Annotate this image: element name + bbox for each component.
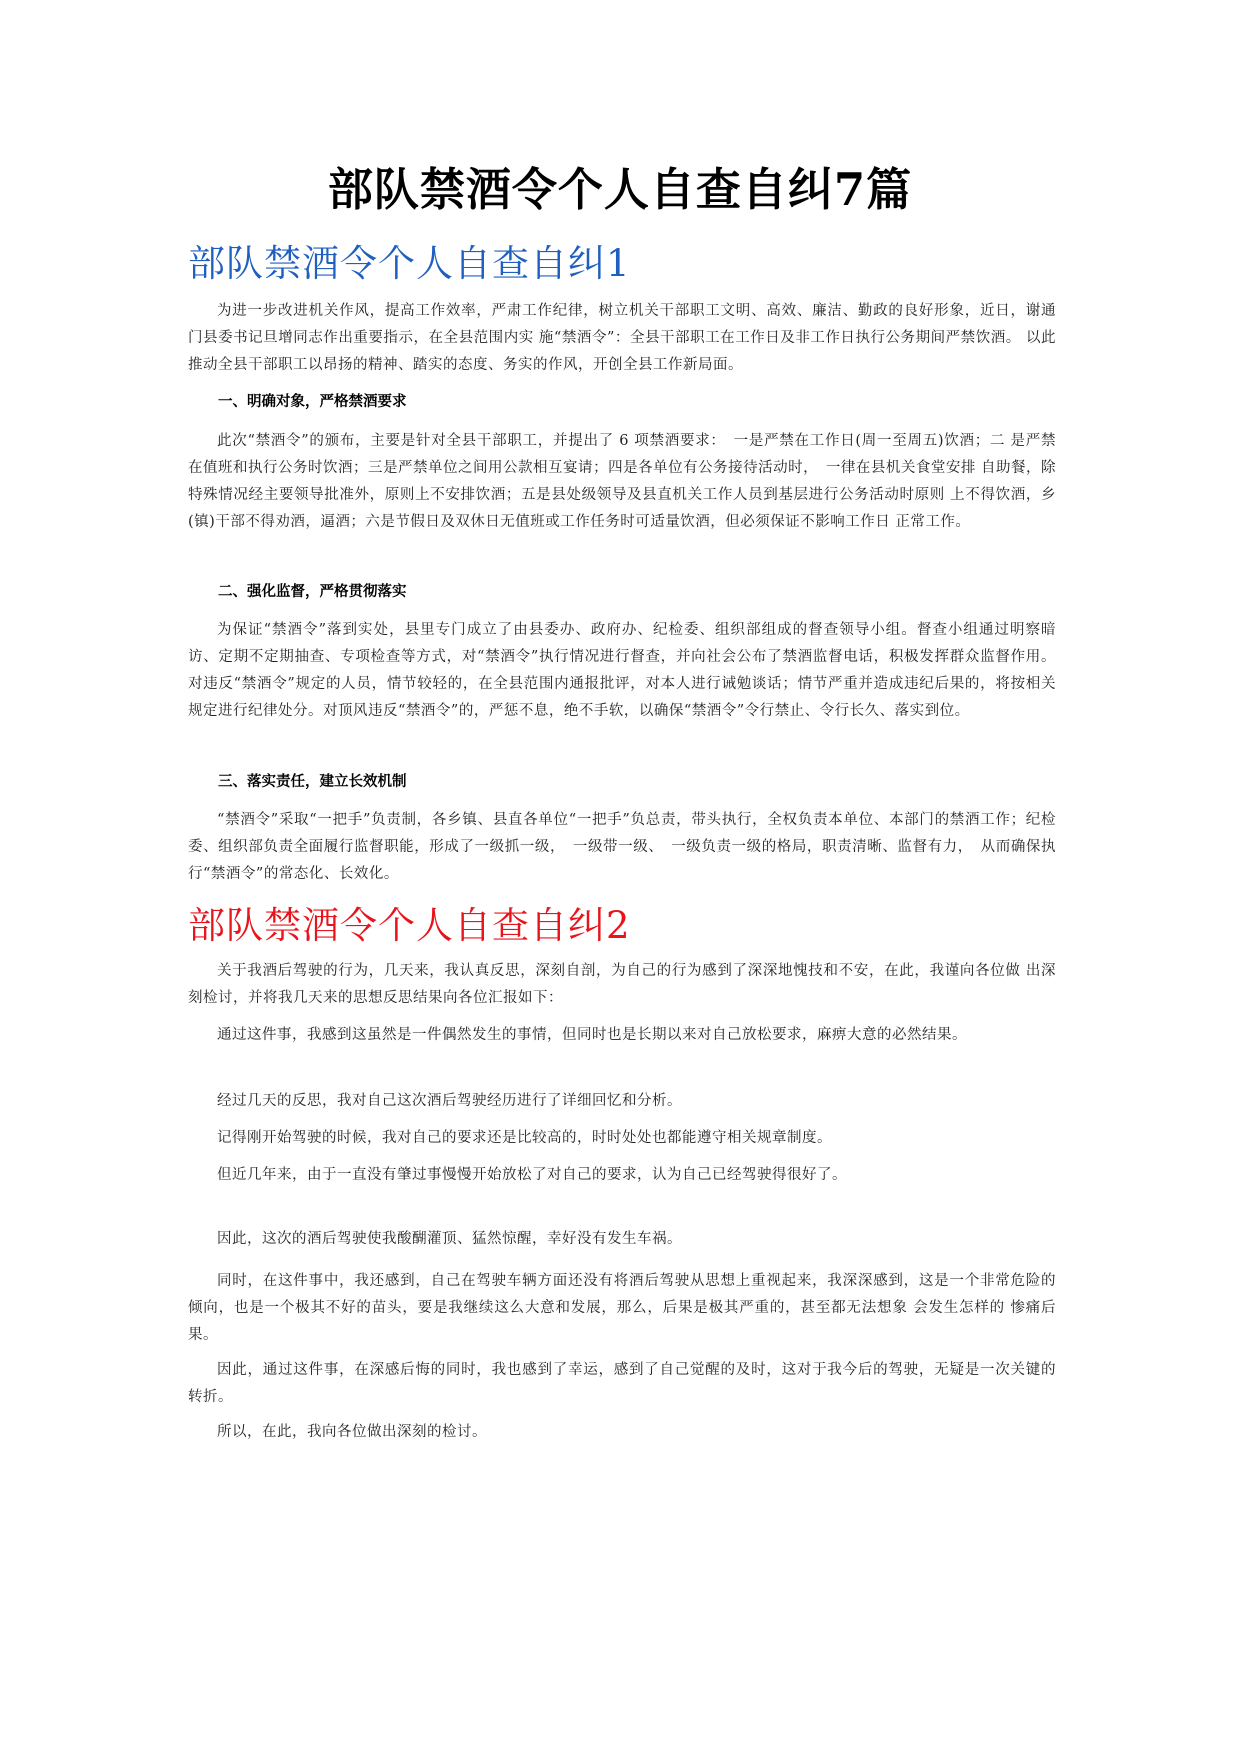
section-1-item-3-text: “禁酒令”采取“一把手”负责制，各乡镇、县直各单位“一把手”负总责，带头执行，全权负责本单位、本部门的禁酒工作；纪检委、组织部负责全面履行监督职能，形成了一级抓一级， 一级带一级、 一级负责一级的格局，职责清晰、监督有力， 从而确保执行“禁酒令”的常态化、长效化。: [188, 812, 1056, 882]
section-2-paragraph: 关于我酒后驾驶的行为，几天来，我认真反思，深刻自剖，为自己的行为感到了深深地愧技和不安，在此，我谨向各位做 出深刻检讨，并将我几天来的思想反思结果向各位汇报如下：: [188, 963, 1056, 1006]
section-2-paragraph: 同时，在这件事中，我还感到，自己在驾驶车辆方面还没有将酒后驾驶从思想上重视起来，我深深感到，这是一个非常危险的倾向，也是一个极其不好的苗头，要是我继续这么大意和发展，那么，后果是极其严重的，甚至都无法想象 会发生怎样的 惨痛后果。: [188, 1273, 1056, 1343]
section-2-paragraph: 经过几天的反思，我对自己这次酒后驾驶经历进行了详细回忆和分析。: [217, 1093, 682, 1109]
section-2-paragraph: 通过这件事，我感到这虽然是一件偶然发生的事情，但同时也是长期以来对自己放松要求，麻痹大意的必然结果。: [217, 1027, 967, 1043]
section-2-paragraph: 记得刚开始驾驶的时候，我对自己的要求还是比较高的，时时处处也都能遵守相关规章制度。: [217, 1130, 832, 1146]
section-1-heading: 部队禁酒令个人自查自纠1: [188, 242, 631, 285]
section-1-item-2-heading: 二、强化监督，严格贯彻落实: [218, 583, 407, 600]
section-2-heading: 部队禁酒令个人自查自纠2: [188, 904, 631, 947]
section-2-paragraph: 因此，通过这件事，在深感后悔的同时，我也感到了幸运，感到了自己觉醒的及时，这对于我今后的驾驶，无疑是一次关键的转折。: [188, 1362, 1056, 1405]
section-1-item-3-heading: 三、落实责任，建立长效机制: [218, 773, 407, 790]
section-1-intro: 为进一步改进机关作风，提高工作效率，严肃工作纪律，树立机关干部职工文明、高效、廉洁、勤政的良好形象，近日，谢通门县委书记旦增同志作出重要指示，在全县范围内实 施“禁酒令”：全县干部职工在工作日及非工作日执行公务期间严禁饮酒。 以此推动全县干部职工以昂扬的精神、踏实的态度、务实的作风，开创全县工作新局面。: [188, 303, 1056, 373]
section-2-paragraph: 但近几年来，由于一直没有肇过事慢慢开始放松了对自己的要求，认为自己已经驾驶得很好了。: [217, 1167, 847, 1183]
section-1-item-1-heading: 一、明确对象，严格禁酒要求: [218, 393, 407, 410]
section-1-item-2-text: 为保证“禁酒令”落到实处，县里专门成立了由县委办、政府办、纪检委、组织部组成的督查领导小组。督查小组通过明察暗访、定期不定期抽查、专项检查等方式，对“禁酒令”执行情况进行督查，并向社会公布了禁酒监督电话，积极发挥群众监督作用。对违反“禁酒令”规定的人员，情节较轻的，在全县范围内通报批评，对本人进行诫勉谈话；情节严重并造成违纪后果的，将按相关规定进行纪律处分。对顶风违反“禁酒令”的，严惩不息，绝不手软，以确保“禁酒令”令行禁止、令行长久、落实到位。: [188, 622, 1056, 719]
document-title: 部队禁酒令个人自查自纠7篇: [327, 163, 913, 216]
section-1-item-1-text: 此次“禁酒令”的颁布，主要是针对全县干部职工，并提出了 6 项禁酒要求： 一是严禁在工作日(周一至周五)饮酒；二 是严禁在值班和执行公务时饮酒；三是严禁单位之间用公款相互宴请；四是各单位有公务接待活动时， 一律在县机关食堂安排 自助餐，除特殊情况经主要领导批准外，原则上不安排饮酒；五是县处级领导及县直机关工作人员到基层进行公务活动时原则 上不得饮酒，乡(镇)干部不得劝酒，逼酒；六是节假日及双休日无值班或工作任务时可适量饮酒，但必须保证不影响工作日 正常工作。: [188, 433, 1056, 530]
section-2-paragraph: 所以，在此，我向各位做出深刻的检讨。: [217, 1424, 487, 1440]
section-2-paragraph: 因此，这次的酒后驾驶使我酸醐灌顶、猛然惊醒，幸好没有发生车祸。: [217, 1231, 682, 1247]
